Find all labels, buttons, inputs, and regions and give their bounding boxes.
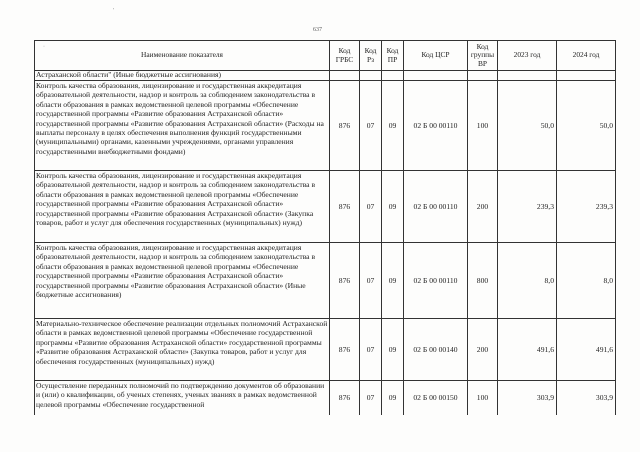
row-rz: 07 — [360, 381, 382, 415]
row-csr: 02 Б 00 00150 — [404, 381, 468, 415]
row-name: Контроль качества образования, лицензирование и государственная аккредитация образовательной деятельности, надзор и контроль за соблюдением законодательства в области образования в рамках ведомственной целевой программы «Обеспечение государственной программы «Развитие образования Астраханской области» государственной программы «Развитие образования Астраханской области» (Иные бюджетные ассигнования) — [35, 243, 330, 319]
table-row — [35, 243, 616, 319]
row-pr: 09 — [382, 319, 404, 381]
row-vr: 200 — [468, 319, 498, 381]
table-row — [35, 81, 616, 171]
row-2023: 50,0 — [498, 81, 557, 171]
row-2024: 491,6 — [557, 319, 616, 381]
row-csr: 02 Б 00 00140 — [404, 319, 468, 381]
row-2023: 8,0 — [498, 243, 557, 319]
row-pr: 09 — [382, 81, 404, 171]
row-pr: 09 — [382, 381, 404, 415]
row-name: Контроль качества образования, лицензирование и государственная аккредитация образовательной деятельности, надзор и контроль за соблюдением законодательства в области образования в рамках ведомственной целевой программы «Обеспечение государственной программы «Развитие образования Астраханской области» государственной программы «Развитие образования Астраханской области» (Расходы на выплаты персоналу в целях обеспечения выполнения функций государственными (муниципальными) органами, казенными учреждениями, органами управления государственными внебюджетными фондами) — [35, 81, 330, 171]
row-csr: 02 Б 00 00110 — [404, 171, 468, 243]
header-row — [35, 41, 616, 71]
row-2023: 239,3 — [498, 171, 557, 243]
row-rz: 07 — [360, 171, 382, 243]
table-row — [35, 319, 616, 381]
row-2024: 239,3 — [557, 171, 616, 243]
scan-mark: ' — [113, 8, 115, 14]
row-rz: 07 — [360, 319, 382, 381]
row-grbs: 876 — [330, 171, 360, 243]
row-pr: 09 — [382, 243, 404, 319]
row-vr: 100 — [468, 381, 498, 415]
row-rz: 07 — [360, 81, 382, 171]
row-name: Контроль качества образования, лицензирование и государственная аккредитация образовательной деятельности, надзор и контроль за соблюдением законодательства в области образования в рамках ведомственной целевой программы «Обеспечение государственной программы «Развитие образования Астраханской области» государственной программы «Развитие образования Астраханской области» (Закупка товаров, работ и услуг для обеспечения государственных (муниципальных) нужд) — [35, 171, 330, 243]
header-vr: Код группы ВР — [468, 41, 498, 71]
row-pr: 09 — [382, 171, 404, 243]
row-vr: 800 — [468, 243, 498, 319]
table-row — [35, 171, 616, 243]
continuation-text: Астраханской области" (Иные бюджетные ассигнования) — [35, 71, 330, 81]
row-2024: 50,0 — [557, 81, 616, 171]
scan-mark: · — [43, 44, 45, 50]
row-2024: 303,9 — [557, 381, 616, 415]
header-grbs: Код ГРБС — [330, 41, 360, 71]
row-name: Осуществление переданных полномочий по подтверждению документов об образовании и (или) о квалификации, об ученых степенях, ученых званиях в рамках ведомственной целевой программы «Обеспечение государственной — [35, 381, 330, 415]
row-name: Материально-техническое обеспечение реализации отдельных полномочий Астраханской области в рамках ведомственной целевой программы «Обеспечение государственной программы «Развитие образования Астраханской области» государственной программы «Развитие образования Астраханской области» (Закупка товаров, работ и услуг для обеспечения государственных (муниципальных) нужд) — [35, 319, 330, 381]
row-2024: 8,0 — [557, 243, 616, 319]
row-csr: 02 Б 00 00110 — [404, 243, 468, 319]
row-grbs: 876 — [330, 381, 360, 415]
header-pr: Код ПР — [382, 41, 404, 71]
row-2023: 303,9 — [498, 381, 557, 415]
header-name: Наименование показателя — [35, 41, 330, 71]
header-rz: Код Рз — [360, 41, 382, 71]
page-number: 637 — [313, 27, 322, 33]
row-vr: 200 — [468, 171, 498, 243]
row-grbs: 876 — [330, 243, 360, 319]
table-row — [35, 381, 616, 415]
header-2024: 2024 год — [557, 41, 616, 71]
budget-table — [34, 40, 616, 415]
row-csr: 02 Б 00 00110 — [404, 81, 468, 171]
row-grbs: 876 — [330, 81, 360, 171]
row-2023: 491,6 — [498, 319, 557, 381]
row-vr: 100 — [468, 81, 498, 171]
row-rz: 07 — [360, 243, 382, 319]
row-grbs: 876 — [330, 319, 360, 381]
header-2023: 2023 год — [498, 41, 557, 71]
header-csr: Код ЦСР — [404, 41, 468, 71]
continuation-row — [35, 71, 616, 81]
